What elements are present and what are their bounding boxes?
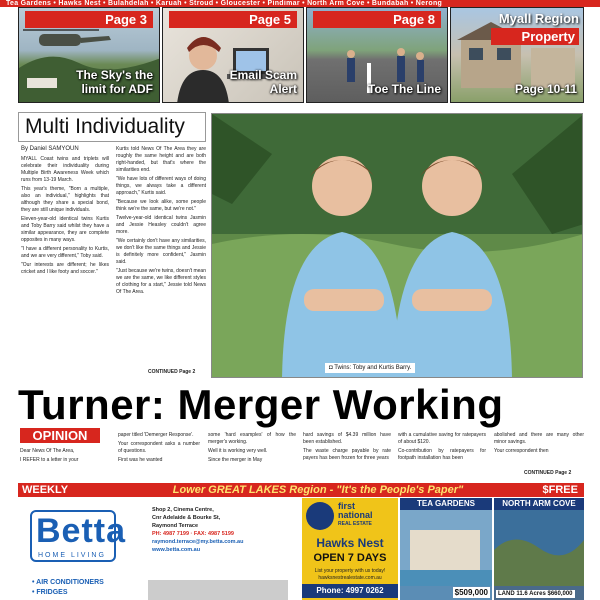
feature-title: Multi Individuality (18, 112, 206, 142)
fn-phone: Phone: 4997 0262 (302, 584, 398, 598)
north-arm-cove-label: NORTH ARM COVE (494, 498, 584, 510)
feature-column-2: Kurtis told News Of The Area they are roughly the same height and are both right-handed, but that's where the similarities end. "We have lots of different ways of doing things, we always take a different approach," Kurtis said. "Because we look alike, some people think we're the same, but we're not." Twelve-year-old identical twins Jasmin and Jessie Heasley couldn't agree more. "We certainly don't have any similarities, we don't like the same things and Jessie is definitely more confident," Jasmin said. "Just because we're twins, doesn't mean we are the same, we like different styles of clothing for a start," Jessie told News Of The Area. (116, 146, 206, 295)
teaser-page-label: Page 8 (313, 11, 441, 28)
teaser-page-8[interactable] (306, 7, 448, 103)
first-national-ad[interactable] (302, 498, 398, 600)
feature-column-1: MYALL Coast twins and triplets will celebrate their individuality during Multiple Birth Awareness Week which runs from 13-19 March. This year's theme, "Born a multiple, also an individual," highlights that although they share a special bond, they are still unique individuals. Eleven-year-old identical twins Kurtis and Toby Barry said whilst they have a similar appearance, they are complete opposites in many ways. "I have a different personality to Kurtis, and we are very different," Toby said. "Our interests are different; he likes cricket and I like footy and soccer." (21, 156, 109, 275)
tagline: Lower GREAT LAKES Region - "It's the People's Paper" (172, 484, 464, 496)
opinion-continued-label[interactable]: CONTINUED Page 2 (524, 470, 572, 476)
tea-gardens-ad[interactable] (400, 498, 492, 600)
teaser-property-label: Property (491, 28, 579, 45)
teaser-caption: Toe The Line (367, 82, 441, 96)
twins-photo-art (212, 114, 583, 378)
betta-ad[interactable] (20, 498, 297, 600)
teaser-caption: The Sky's the limit for ADF (76, 68, 153, 96)
tea-gardens-price: $509,000 (454, 588, 488, 597)
teaser-page-3[interactable] (18, 7, 160, 103)
twins-photo (211, 113, 583, 378)
betta-subtitle: HOME LIVING (38, 552, 106, 559)
opinion-column-1: Dear News Of The Area, I REFER to a letter in your (20, 448, 79, 463)
tea-gardens-photo (400, 510, 492, 586)
fn-open-days: OPEN 7 DAYS (313, 552, 387, 564)
continued-label[interactable]: CONTINUED Page 2 (148, 369, 196, 375)
opinion-column-3: some 'hard examples' of how the merger's working. Well it is working very well. Since the merger in May (208, 432, 296, 463)
masthead-bar (18, 483, 584, 497)
fn-tagline: List your property with us today! (314, 568, 386, 574)
main-headline: Turner: Merger Working (18, 381, 504, 428)
weekly-label: WEEKLY (22, 484, 69, 496)
fn-website[interactable]: hawksnestrealestate.com.au (318, 575, 382, 581)
first-national-logo: first national REAL ESTATE (338, 501, 373, 527)
teaser-page-label: Page 3 (25, 11, 153, 28)
first-national-logo-icon (306, 502, 334, 530)
top-locality-strip: Tea Gardens • Hawks Nest • Bulahdelah • Karuah • Stroud • Gloucester • Pindimar • North Arm Cove • Bundabah • Nerong (0, 0, 600, 7)
camera-icon: ◘ (329, 365, 333, 371)
teaser-property[interactable] (450, 7, 584, 103)
opinion-column-2: paper titled 'Demerger Response'. Your correspondent asks a number of questions. First was he wanted (118, 432, 200, 463)
opinion-label: OPINION (20, 428, 100, 443)
north-arm-cove-aerial (494, 510, 584, 586)
byline: By Daniel SAMYOUN (21, 146, 79, 152)
photo-caption: ◘ Twins: Toby and Kurtis Barry. (325, 363, 415, 373)
opinion-column-5: with a cumulative saving for ratepayers of about $120. Co-contribution by ratepayers for footpath installation has been (398, 432, 486, 461)
tea-gardens-label: TEA GARDENS (400, 498, 492, 510)
fn-town: Hawks Nest (316, 536, 384, 550)
north-arm-cove-ad[interactable] (494, 498, 584, 600)
appliance-photo (148, 580, 288, 600)
teaser-region-label: Myall Region (498, 11, 579, 26)
opinion-column-4: hard savings of $4.39 million have been established. The waste charge payable by rate payers has been frozen for three years (303, 432, 391, 461)
betta-address: Shop 2, Cinema Centre, Cnr Adelaide & Bourke St, Raymond Terrace PH: 4987 7199 · FAX: 4987 5199 raymond.terrace@my.betta.com.au www.betta.com.au (152, 507, 244, 553)
opinion-column-6: abolished and there are many other minor savings. Your correspondent then (494, 432, 584, 454)
betta-product-list: • AIR CONDITIONERS • FRIDGES (32, 579, 104, 596)
teaser-page-label: Page 5 (169, 11, 297, 28)
teaser-caption: Email Scam Alert (229, 68, 297, 96)
price-label: $FREE (542, 484, 578, 496)
teaser-page-5[interactable] (162, 7, 304, 103)
teaser-caption: Page 10-11 (514, 82, 577, 96)
betta-brand: Betta (36, 512, 127, 550)
north-arm-cove-info: LAND 11.6 Acres $660,000 (498, 591, 573, 597)
